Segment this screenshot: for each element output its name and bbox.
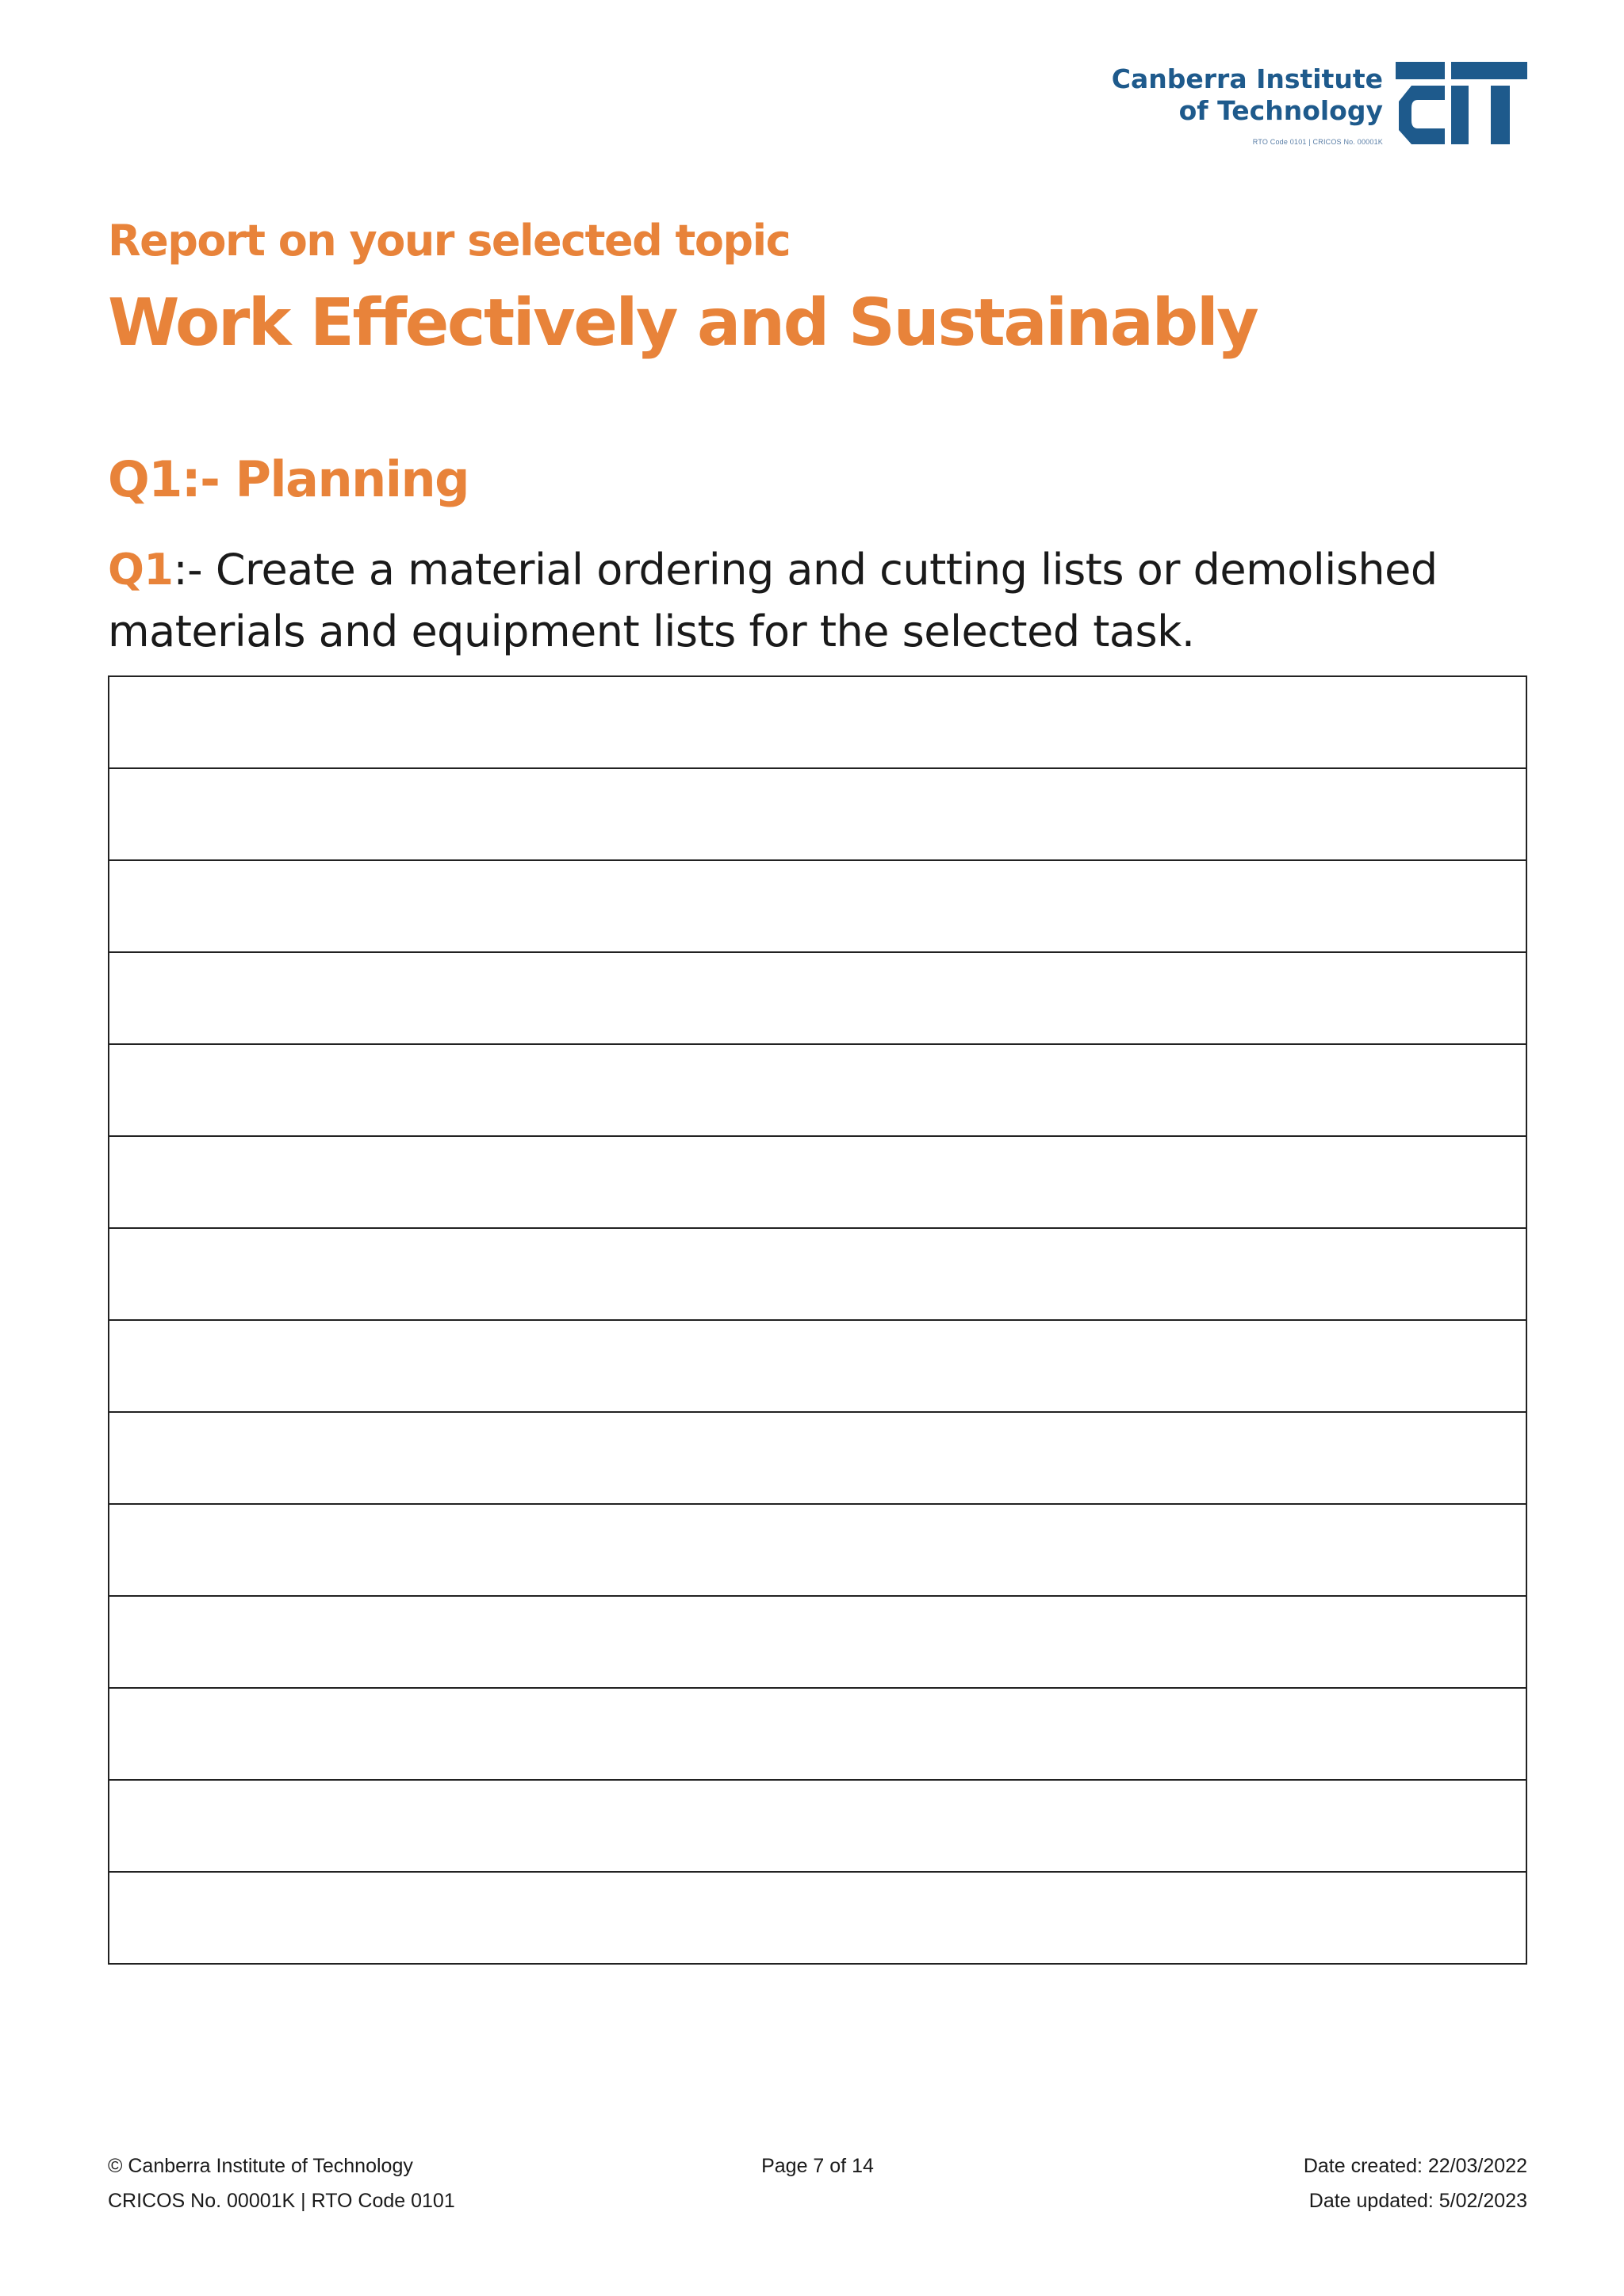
section-heading-planning: Q1:- Planning xyxy=(108,450,469,508)
logo-small-print: RTO Code 0101 | CRICOS No. 00001K xyxy=(1252,138,1383,146)
table-row xyxy=(109,1320,1526,1412)
table-row xyxy=(109,860,1526,952)
answer-cell[interactable] xyxy=(109,952,1526,1044)
question-q1 xyxy=(108,539,1527,663)
footer-cricos: CRICOS No. 00001K | RTO Code 0101 xyxy=(108,2189,455,2212)
logo-text xyxy=(1112,63,1383,146)
footer-date-created: Date created: 22/03/2022 xyxy=(1303,2154,1527,2177)
footer-page-number: Page 7 of 14 xyxy=(761,2154,874,2177)
logo-line-1: Canberra Institute xyxy=(1111,63,1383,94)
table-row xyxy=(109,952,1526,1044)
report-subtitle: Report on your selected topic xyxy=(108,216,791,266)
table-row xyxy=(109,1044,1526,1136)
table-row xyxy=(109,1228,1526,1320)
cit-logo xyxy=(1112,62,1527,146)
table-row xyxy=(109,768,1526,860)
table-row xyxy=(109,1412,1526,1504)
footer-copyright: © Canberra Institute of Technology xyxy=(108,2154,413,2177)
answer-cell[interactable] xyxy=(109,1320,1526,1412)
answer-cell[interactable] xyxy=(109,1228,1526,1320)
answer-cell[interactable] xyxy=(109,676,1526,768)
table-row xyxy=(109,1872,1526,1964)
answer-cell[interactable] xyxy=(109,860,1526,952)
answer-cell[interactable] xyxy=(109,768,1526,860)
answer-cell[interactable] xyxy=(109,1780,1526,1872)
question-label: Q1 xyxy=(108,545,174,595)
table-row xyxy=(109,1504,1526,1596)
answer-cell[interactable] xyxy=(109,1136,1526,1228)
footer-date-updated: Date updated: 5/02/2023 xyxy=(1308,2189,1527,2212)
answer-cell[interactable] xyxy=(109,1044,1526,1136)
table-row xyxy=(109,1596,1526,1688)
table-row xyxy=(109,1688,1526,1780)
table-row xyxy=(109,1780,1526,1872)
answer-cell[interactable] xyxy=(109,1596,1526,1688)
question-text: :- Create a material ordering and cutting lists or demolished materials and equipment lists for the selected task. xyxy=(108,545,1438,656)
answer-cell[interactable] xyxy=(109,1412,1526,1504)
table-row xyxy=(109,1136,1526,1228)
page-title: Work Effectively and Sustainably xyxy=(108,285,1258,361)
answer-cell[interactable] xyxy=(109,1688,1526,1780)
page-footer xyxy=(108,2149,1527,2218)
answer-cell[interactable] xyxy=(109,1504,1526,1596)
answer-cell[interactable] xyxy=(109,1872,1526,1964)
cit-logo-mark-icon xyxy=(1396,62,1527,144)
logo-line-2: of Technology xyxy=(1178,95,1383,126)
table-row xyxy=(109,676,1526,768)
answer-table xyxy=(108,675,1527,1965)
